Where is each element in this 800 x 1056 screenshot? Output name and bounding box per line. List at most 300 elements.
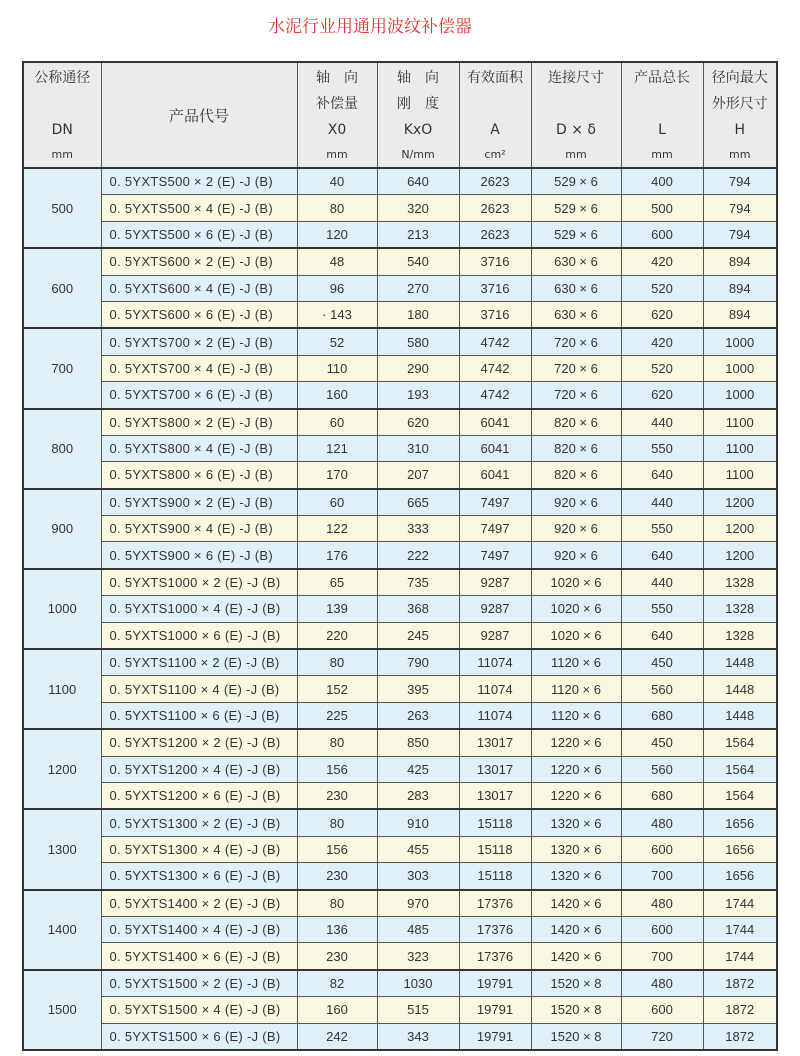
model-cell: 0. 5YXTS1500 × 6 (E) -J (B): [101, 1023, 297, 1050]
x0-cell: 160: [297, 997, 377, 1023]
page-title: [0, 12, 800, 37]
kx-cell: 485: [377, 916, 459, 942]
model-cell: 0. 5YXTS500 × 4 (E) -J (B): [101, 195, 297, 221]
od-cell: 1100: [703, 435, 777, 461]
area-cell: 2623: [459, 168, 531, 195]
conn-cell: 630 × 6: [531, 301, 621, 328]
area-cell: 13017: [459, 782, 531, 809]
header-od-line2: 外形尺寸: [711, 96, 768, 112]
len-cell: 720: [621, 1023, 703, 1050]
dn-cell: 500: [23, 168, 101, 248]
x0-cell: 170: [297, 462, 377, 489]
od-cell: 1200: [703, 542, 777, 569]
dn-cell: 1200: [23, 729, 101, 809]
header-od-line1: 径向最大: [711, 70, 768, 86]
x0-cell: 121: [297, 435, 377, 461]
table-row: [23, 702, 777, 729]
len-cell: 480: [621, 970, 703, 997]
area-cell: 3716: [459, 275, 531, 301]
len-cell: 450: [621, 729, 703, 756]
model-cell: 0. 5YXTS700 × 6 (E) -J (B): [101, 382, 297, 409]
model-cell: 0. 5YXTS1300 × 6 (E) -J (B): [101, 863, 297, 890]
model-cell: 0. 5YXTS1200 × 4 (E) -J (B): [101, 756, 297, 782]
kx-cell: 343: [377, 1023, 459, 1050]
conn-cell: 1220 × 6: [531, 782, 621, 809]
len-cell: 620: [621, 382, 703, 409]
dn-cell: 1400: [23, 890, 101, 970]
od-cell: 1744: [703, 943, 777, 970]
table-row: [23, 195, 777, 221]
area-cell: 11074: [459, 702, 531, 729]
od-cell: 1448: [703, 702, 777, 729]
len-cell: 520: [621, 355, 703, 381]
od-cell: 1872: [703, 997, 777, 1023]
conn-cell: 1320 × 6: [531, 809, 621, 836]
area-cell: 7497: [459, 542, 531, 569]
model-cell: 0. 5YXTS1000 × 4 (E) -J (B): [101, 596, 297, 622]
x0-cell: 60: [297, 409, 377, 436]
dn-cell: 1300: [23, 809, 101, 889]
kx-cell: 580: [377, 328, 459, 355]
table-row: [23, 355, 777, 381]
header-od: [703, 62, 777, 168]
table-row: [23, 168, 777, 195]
kx-cell: 515: [377, 997, 459, 1023]
x0-cell: 122: [297, 516, 377, 542]
header-model: [101, 62, 297, 168]
header-x0-line2: 补偿量: [316, 96, 358, 112]
conn-cell: 1020 × 6: [531, 569, 621, 596]
kx-cell: 540: [377, 248, 459, 275]
area-cell: 9287: [459, 569, 531, 596]
conn-cell: 1520 × 8: [531, 970, 621, 997]
model-cell: 0. 5YXTS700 × 4 (E) -J (B): [101, 355, 297, 381]
header-len-line1: 产品总长: [634, 70, 690, 86]
od-cell: 1564: [703, 782, 777, 809]
table-row: [23, 248, 777, 275]
header-x0-unit: mm: [326, 148, 348, 161]
header-kx-line2: 刚 度: [397, 96, 439, 112]
od-cell: 1100: [703, 462, 777, 489]
conn-cell: 720 × 6: [531, 355, 621, 381]
x0-cell: 40: [297, 168, 377, 195]
header-dn-label: 公称通径: [34, 70, 91, 86]
len-cell: 420: [621, 328, 703, 355]
len-cell: 600: [621, 916, 703, 942]
conn-cell: 720 × 6: [531, 382, 621, 409]
od-cell: 894: [703, 248, 777, 275]
conn-cell: 920 × 6: [531, 489, 621, 516]
model-cell: 0. 5YXTS1400 × 6 (E) -J (B): [101, 943, 297, 970]
kx-cell: 323: [377, 943, 459, 970]
x0-cell: 65: [297, 569, 377, 596]
len-cell: 400: [621, 168, 703, 195]
kx-cell: 970: [377, 890, 459, 917]
kx-cell: 620: [377, 409, 459, 436]
od-cell: 1200: [703, 516, 777, 542]
od-cell: 1744: [703, 890, 777, 917]
len-cell: 680: [621, 702, 703, 729]
area-cell: 4742: [459, 382, 531, 409]
model-cell: 0. 5YXTS1300 × 4 (E) -J (B): [101, 836, 297, 862]
od-cell: 894: [703, 275, 777, 301]
kx-cell: 263: [377, 702, 459, 729]
area-cell: 6041: [459, 409, 531, 436]
area-cell: 9287: [459, 622, 531, 649]
x0-cell: 225: [297, 702, 377, 729]
table-row: [23, 729, 777, 756]
dn-cell: 1000: [23, 569, 101, 649]
model-cell: 0. 5YXTS800 × 2 (E) -J (B): [101, 409, 297, 436]
len-cell: 560: [621, 756, 703, 782]
table-row: [23, 221, 777, 248]
area-cell: 3716: [459, 301, 531, 328]
table-row: [23, 382, 777, 409]
header-dn-unit: mm: [51, 148, 73, 161]
model-cell: 0. 5YXTS1200 × 2 (E) -J (B): [101, 729, 297, 756]
header-area-unit: cm²: [484, 148, 506, 161]
conn-cell: 630 × 6: [531, 248, 621, 275]
len-cell: 550: [621, 596, 703, 622]
model-cell: 0. 5YXTS1400 × 4 (E) -J (B): [101, 916, 297, 942]
len-cell: 700: [621, 863, 703, 890]
len-cell: 480: [621, 809, 703, 836]
x0-cell: 152: [297, 676, 377, 702]
x0-cell: 156: [297, 836, 377, 862]
x0-cell: 136: [297, 916, 377, 942]
kx-cell: 790: [377, 649, 459, 676]
kx-cell: 910: [377, 809, 459, 836]
kx-cell: 213: [377, 221, 459, 248]
conn-cell: 920 × 6: [531, 542, 621, 569]
conn-cell: 1020 × 6: [531, 622, 621, 649]
table-row: [23, 863, 777, 890]
conn-cell: 1520 × 8: [531, 1023, 621, 1050]
area-cell: 15118: [459, 836, 531, 862]
area-cell: 15118: [459, 863, 531, 890]
model-cell: 0. 5YXTS800 × 6 (E) -J (B): [101, 462, 297, 489]
len-cell: 640: [621, 462, 703, 489]
x0-cell: 48: [297, 248, 377, 275]
model-cell: 0. 5YXTS500 × 2 (E) -J (B): [101, 168, 297, 195]
len-cell: 550: [621, 435, 703, 461]
header-conn-symbol: D × δ: [556, 122, 596, 138]
len-cell: 620: [621, 301, 703, 328]
conn-cell: 1120 × 6: [531, 649, 621, 676]
table-row: [23, 409, 777, 436]
model-cell: 0. 5YXTS1100 × 6 (E) -J (B): [101, 702, 297, 729]
conn-cell: 1120 × 6: [531, 676, 621, 702]
area-cell: 19791: [459, 1023, 531, 1050]
kx-cell: 310: [377, 435, 459, 461]
model-cell: 0. 5YXTS1500 × 2 (E) -J (B): [101, 970, 297, 997]
dn-cell: 1500: [23, 970, 101, 1050]
area-cell: 9287: [459, 596, 531, 622]
od-cell: 1656: [703, 863, 777, 890]
table-row: [23, 301, 777, 328]
conn-cell: 820 × 6: [531, 409, 621, 436]
len-cell: 640: [621, 622, 703, 649]
conn-cell: 820 × 6: [531, 435, 621, 461]
table-row: [23, 890, 777, 917]
kx-cell: 395: [377, 676, 459, 702]
header-x0-symbol: X0: [327, 122, 347, 138]
table-row: [23, 622, 777, 649]
table-row: [23, 1023, 777, 1050]
page-title-text: 水泥行业用通用波纹补偿器: [268, 17, 472, 37]
x0-cell: 242: [297, 1023, 377, 1050]
model-cell: 0. 5YXTS1500 × 4 (E) -J (B): [101, 997, 297, 1023]
len-cell: 440: [621, 569, 703, 596]
len-cell: 600: [621, 997, 703, 1023]
len-cell: 450: [621, 649, 703, 676]
od-cell: 1328: [703, 569, 777, 596]
conn-cell: 1020 × 6: [531, 596, 621, 622]
conn-cell: 529 × 6: [531, 168, 621, 195]
header-od-unit: mm: [729, 148, 751, 161]
header-kx-symbol: KxO: [403, 122, 433, 138]
od-cell: 1448: [703, 676, 777, 702]
model-cell: 0. 5YXTS500 × 6 (E) -J (B): [101, 221, 297, 248]
area-cell: 13017: [459, 756, 531, 782]
x0-cell: 96: [297, 275, 377, 301]
len-cell: 440: [621, 489, 703, 516]
od-cell: 1328: [703, 622, 777, 649]
od-cell: 794: [703, 168, 777, 195]
len-cell: 600: [621, 221, 703, 248]
header-x0-line1: 轴 向: [316, 70, 358, 86]
od-cell: 1564: [703, 756, 777, 782]
kx-cell: 283: [377, 782, 459, 809]
kx-cell: 245: [377, 622, 459, 649]
kx-cell: 222: [377, 542, 459, 569]
model-cell: 0. 5YXTS900 × 4 (E) -J (B): [101, 516, 297, 542]
table-row: [23, 916, 777, 942]
model-cell: 0. 5YXTS1200 × 6 (E) -J (B): [101, 782, 297, 809]
x0-cell: 60: [297, 489, 377, 516]
x0-cell: 52: [297, 328, 377, 355]
area-cell: 11074: [459, 649, 531, 676]
x0-cell: 120: [297, 221, 377, 248]
header-area: [459, 62, 531, 168]
conn-cell: 529 × 6: [531, 195, 621, 221]
header-conn-line1: 连接尺寸: [548, 70, 604, 86]
x0-cell: 176: [297, 542, 377, 569]
od-cell: 1448: [703, 649, 777, 676]
len-cell: 550: [621, 516, 703, 542]
model-cell: 0. 5YXTS600 × 6 (E) -J (B): [101, 301, 297, 328]
od-cell: 1656: [703, 836, 777, 862]
area-cell: 3716: [459, 248, 531, 275]
len-cell: 520: [621, 275, 703, 301]
table-row: [23, 782, 777, 809]
area-cell: 7497: [459, 516, 531, 542]
table-row: [23, 649, 777, 676]
model-cell: 0. 5YXTS700 × 2 (E) -J (B): [101, 328, 297, 355]
header-x0: [297, 62, 377, 168]
model-cell: 0. 5YXTS800 × 4 (E) -J (B): [101, 435, 297, 461]
x0-cell: 80: [297, 729, 377, 756]
len-cell: 600: [621, 836, 703, 862]
table-row: [23, 569, 777, 596]
table-row: [23, 435, 777, 461]
model-cell: 0. 5YXTS1400 × 2 (E) -J (B): [101, 890, 297, 917]
table-row: [23, 275, 777, 301]
kx-cell: 290: [377, 355, 459, 381]
conn-cell: 1220 × 6: [531, 729, 621, 756]
table-row: [23, 756, 777, 782]
area-cell: 19791: [459, 997, 531, 1023]
od-cell: 1200: [703, 489, 777, 516]
area-cell: 19791: [459, 970, 531, 997]
model-cell: 0. 5YXTS900 × 6 (E) -J (B): [101, 542, 297, 569]
area-cell: 6041: [459, 435, 531, 461]
conn-cell: 1420 × 6: [531, 943, 621, 970]
table-row: [23, 809, 777, 836]
header-kx-line1: 轴 向: [397, 70, 439, 86]
dn-cell: 600: [23, 248, 101, 328]
conn-cell: 920 × 6: [531, 516, 621, 542]
x0-cell: 82: [297, 970, 377, 997]
od-cell: 1328: [703, 596, 777, 622]
area-cell: 17376: [459, 916, 531, 942]
od-cell: 1872: [703, 1023, 777, 1050]
model-cell: 0. 5YXTS1300 × 2 (E) -J (B): [101, 809, 297, 836]
header-len-symbol: L: [658, 122, 666, 138]
conn-cell: 529 × 6: [531, 221, 621, 248]
area-cell: 4742: [459, 328, 531, 355]
x0-cell: 80: [297, 809, 377, 836]
x0-cell: 230: [297, 863, 377, 890]
len-cell: 560: [621, 676, 703, 702]
od-cell: 794: [703, 195, 777, 221]
conn-cell: 1420 × 6: [531, 890, 621, 917]
model-cell: 0. 5YXTS1100 × 4 (E) -J (B): [101, 676, 297, 702]
x0-cell: 230: [297, 943, 377, 970]
od-cell: 1744: [703, 916, 777, 942]
x0-cell: 110: [297, 355, 377, 381]
conn-cell: 1220 × 6: [531, 756, 621, 782]
od-cell: 1564: [703, 729, 777, 756]
conn-cell: 1320 × 6: [531, 836, 621, 862]
conn-cell: 630 × 6: [531, 275, 621, 301]
model-cell: 0. 5YXTS600 × 4 (E) -J (B): [101, 275, 297, 301]
x0-cell: 80: [297, 649, 377, 676]
kx-cell: 303: [377, 863, 459, 890]
header-dn-symbol: DN: [51, 122, 73, 138]
conn-cell: 1520 × 8: [531, 997, 621, 1023]
table-row: [23, 489, 777, 516]
area-cell: 15118: [459, 809, 531, 836]
table-row: [23, 943, 777, 970]
header-area-line1: 有效面积: [467, 70, 523, 86]
table-header: [23, 62, 777, 168]
header-kx-unit: N/mm: [401, 148, 435, 161]
od-cell: 1000: [703, 355, 777, 381]
header-conn-unit: mm: [565, 148, 587, 161]
conn-cell: 1120 × 6: [531, 702, 621, 729]
header-dn: [23, 62, 101, 168]
kx-cell: 368: [377, 596, 459, 622]
area-cell: 2623: [459, 221, 531, 248]
header-model-label: 产品代号: [168, 107, 229, 125]
len-cell: 440: [621, 409, 703, 436]
area-cell: 4742: [459, 355, 531, 381]
x0-cell: 80: [297, 195, 377, 221]
len-cell: 640: [621, 542, 703, 569]
kx-cell: 665: [377, 489, 459, 516]
len-cell: 420: [621, 248, 703, 275]
area-cell: 17376: [459, 943, 531, 970]
dn-cell: 700: [23, 328, 101, 408]
od-cell: 794: [703, 221, 777, 248]
od-cell: 1872: [703, 970, 777, 997]
kx-cell: 320: [377, 195, 459, 221]
x0-cell: · 143: [297, 301, 377, 328]
table-row: [23, 970, 777, 997]
area-cell: 13017: [459, 729, 531, 756]
table-row: [23, 328, 777, 355]
x0-cell: 230: [297, 782, 377, 809]
len-cell: 700: [621, 943, 703, 970]
kx-cell: 333: [377, 516, 459, 542]
x0-cell: 160: [297, 382, 377, 409]
od-cell: 1000: [703, 328, 777, 355]
conn-cell: 1420 × 6: [531, 916, 621, 942]
kx-cell: 193: [377, 382, 459, 409]
header-od-symbol: H: [734, 122, 746, 138]
model-cell: 0. 5YXTS600 × 2 (E) -J (B): [101, 248, 297, 275]
x0-cell: 139: [297, 596, 377, 622]
kx-cell: 425: [377, 756, 459, 782]
od-cell: 1100: [703, 409, 777, 436]
x0-cell: 80: [297, 890, 377, 917]
kx-cell: 850: [377, 729, 459, 756]
len-cell: 480: [621, 890, 703, 917]
kx-cell: 735: [377, 569, 459, 596]
table-body: [23, 168, 777, 1050]
table-row: [23, 516, 777, 542]
x0-cell: 220: [297, 622, 377, 649]
table-row: [23, 836, 777, 862]
conn-cell: 820 × 6: [531, 462, 621, 489]
model-cell: 0. 5YXTS1000 × 2 (E) -J (B): [101, 569, 297, 596]
dn-cell: 1100: [23, 649, 101, 729]
model-cell: 0. 5YXTS900 × 2 (E) -J (B): [101, 489, 297, 516]
table-row: [23, 462, 777, 489]
area-cell: 11074: [459, 676, 531, 702]
kx-cell: 270: [377, 275, 459, 301]
dn-cell: 900: [23, 489, 101, 569]
od-cell: 1656: [703, 809, 777, 836]
header-kx: [377, 62, 459, 168]
header-area-symbol: A: [490, 122, 500, 138]
area-cell: 17376: [459, 890, 531, 917]
x0-cell: 156: [297, 756, 377, 782]
table-row: [23, 542, 777, 569]
area-cell: 7497: [459, 489, 531, 516]
area-cell: 6041: [459, 462, 531, 489]
len-cell: 500: [621, 195, 703, 221]
kx-cell: 180: [377, 301, 459, 328]
kx-cell: 1030: [377, 970, 459, 997]
dn-cell: 800: [23, 409, 101, 489]
conn-cell: 1320 × 6: [531, 863, 621, 890]
model-cell: 0. 5YXTS1000 × 6 (E) -J (B): [101, 622, 297, 649]
od-cell: 1000: [703, 382, 777, 409]
header-len: [621, 62, 703, 168]
area-cell: 2623: [459, 195, 531, 221]
